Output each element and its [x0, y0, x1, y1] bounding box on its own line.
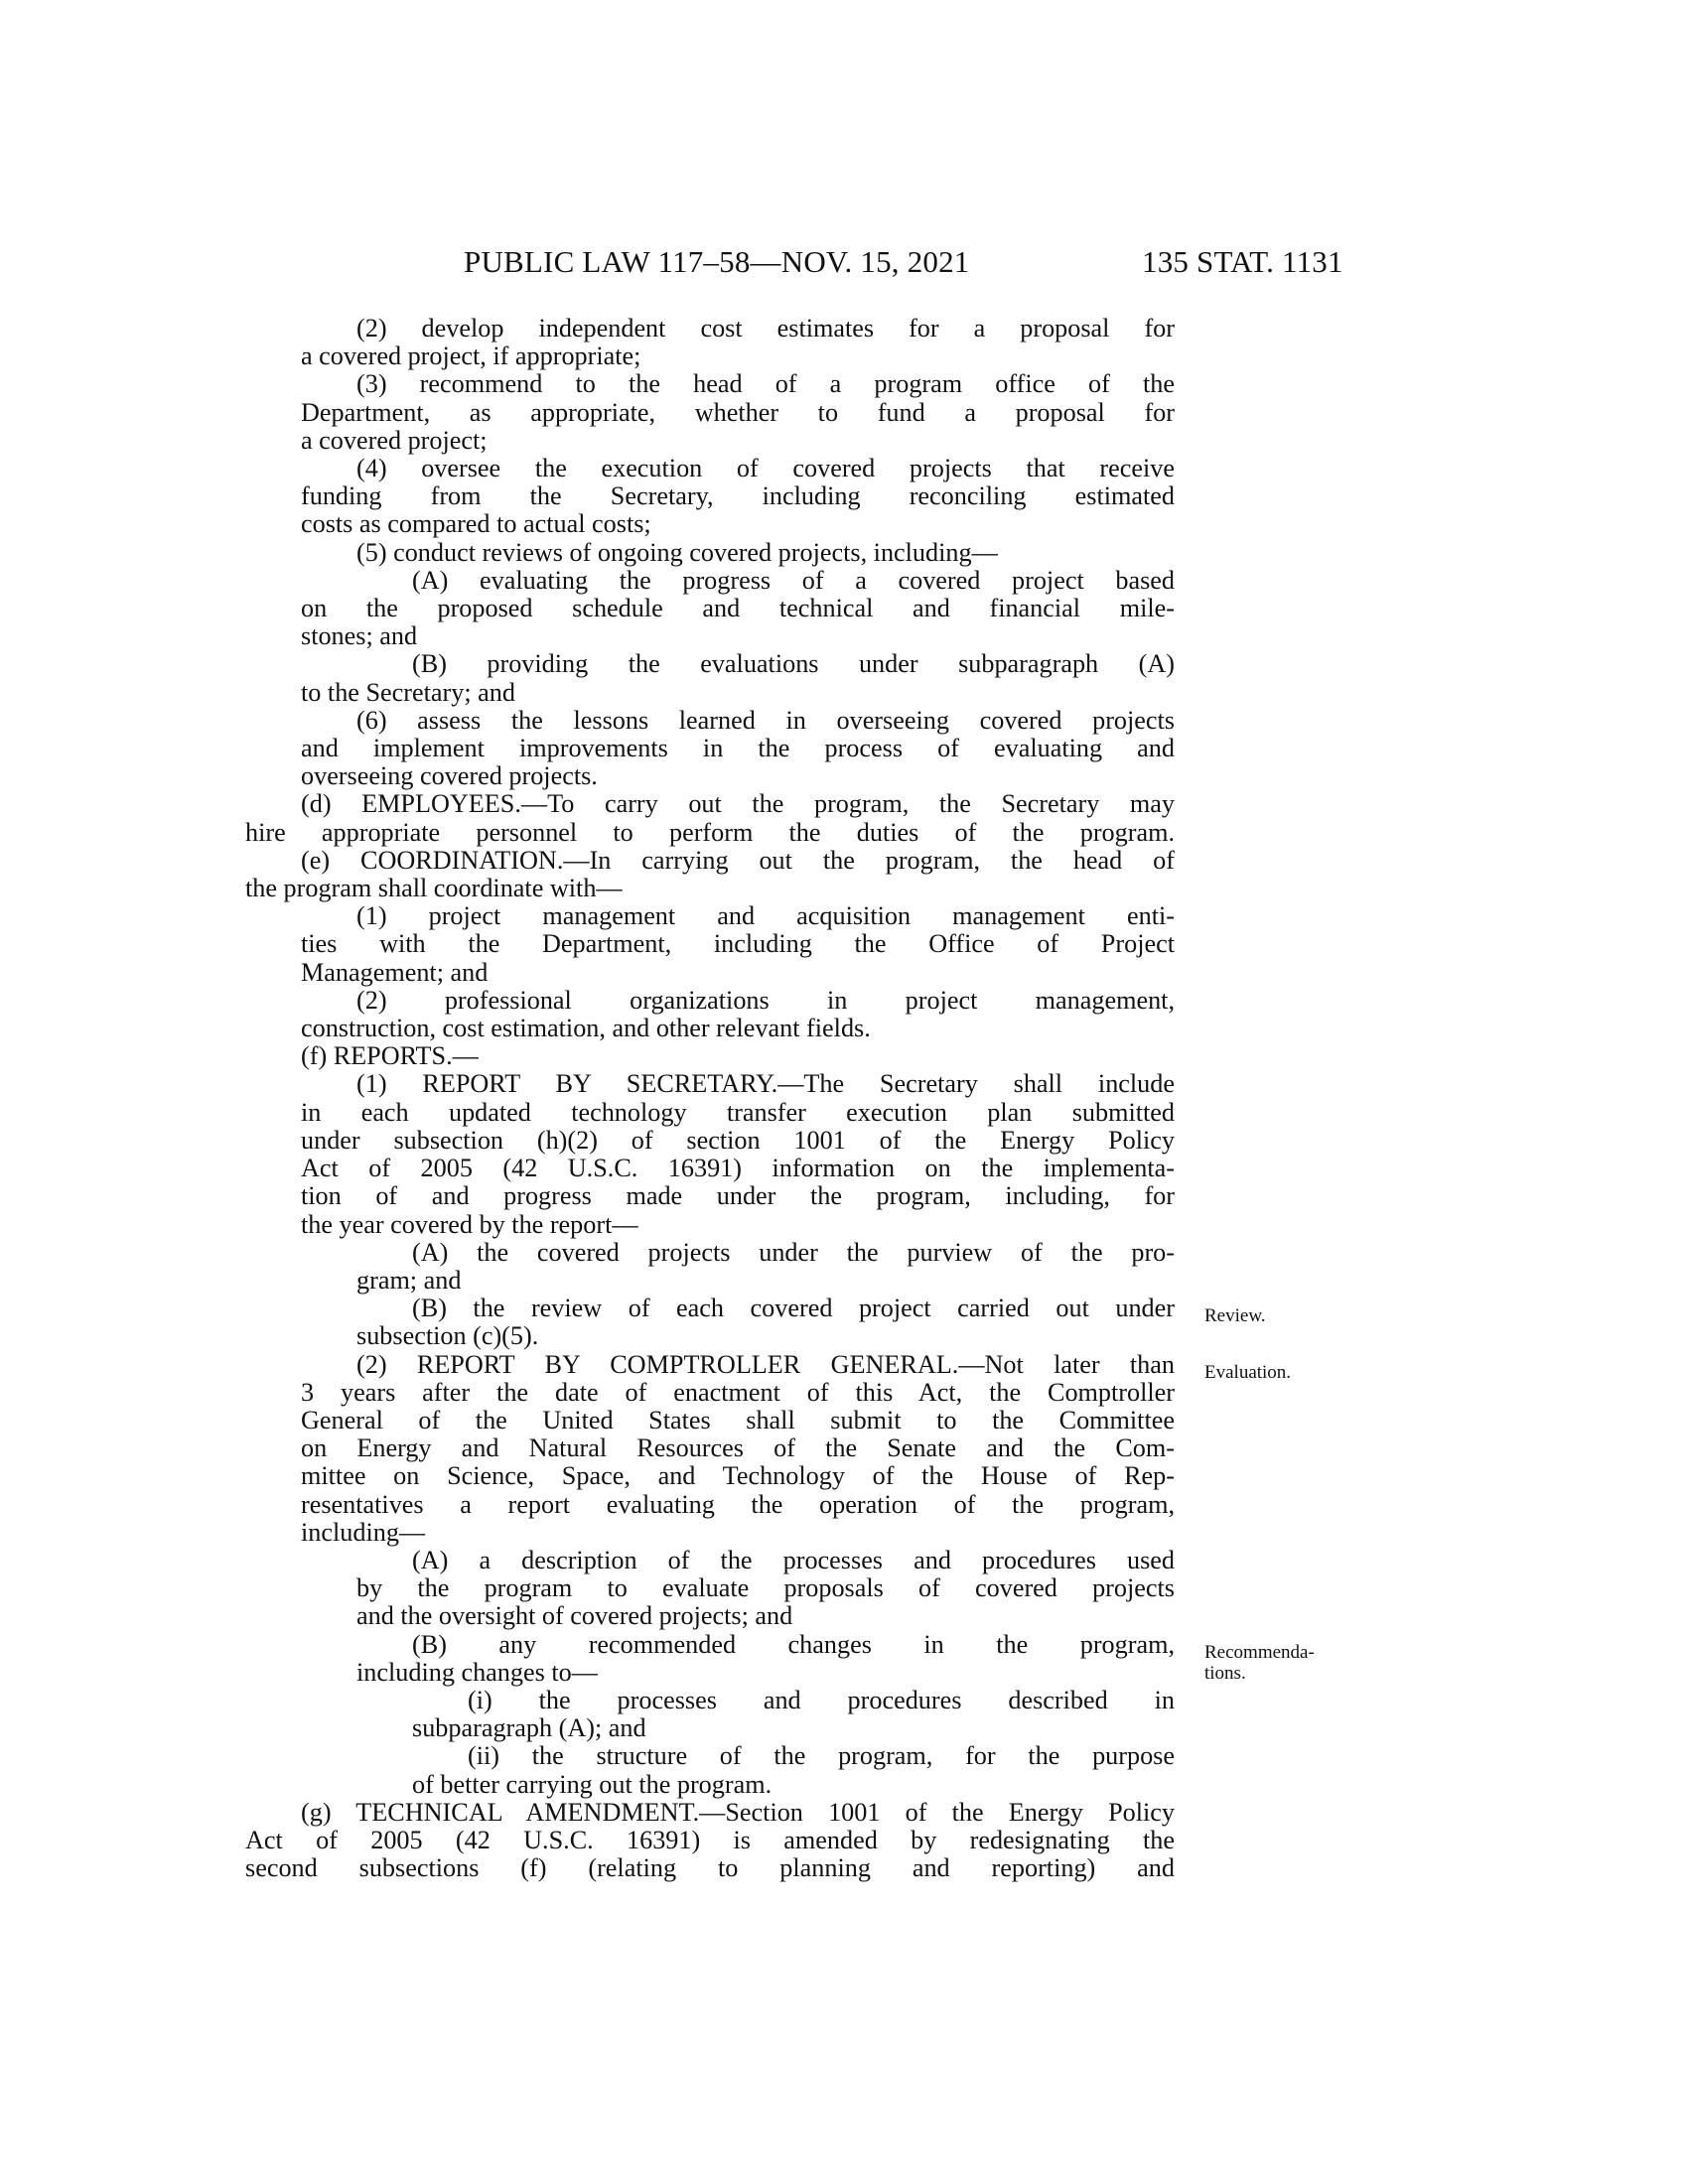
text-line: (1) REPORT BY SECRETARY.—The Secretary shall include [356, 1069, 1175, 1099]
text-line: subsection (c)(5). [356, 1321, 539, 1351]
statute-body [245, 314, 1175, 1883]
text-line: including changes to— [356, 1657, 598, 1687]
text-line: stones; and [301, 621, 418, 651]
text-line: 3 years after the date of enactment of this Act, the Comptroller [301, 1377, 1175, 1407]
running-header-stat-page: 135 STAT. 1131 [1142, 244, 1343, 279]
text-line: subparagraph (A); and [412, 1713, 646, 1743]
text-line: construction, cost estimation, and other relevant fields. [301, 1014, 871, 1043]
text-line: hire appropriate personnel to perform the duties of the program. [245, 817, 1175, 847]
text-line: (i) the processes and procedures described in [468, 1685, 1175, 1714]
running-header-law: PUBLIC LAW 117–58—NOV. 15, 2021 [464, 244, 970, 279]
text-line: to the Secretary; and [301, 677, 515, 707]
text-line: by the program to evaluate proposals of covered projects [356, 1573, 1175, 1603]
text-line: gram; and [356, 1265, 462, 1295]
text-line: on Energy and Natural Resources of the Senate and the Com- [301, 1433, 1175, 1463]
text-line: (g) TECHNICAL AMENDMENT.—Section 1001 of the Energy Policy [301, 1797, 1175, 1827]
text-line: (2) professional organizations in project management, [356, 985, 1175, 1015]
text-line: resentatives a report evaluating the operation of the program, [301, 1489, 1175, 1519]
text-line: a covered project, if appropriate; [301, 341, 641, 371]
text-line: Department, as appropriate, whether to fund a proposal for [301, 397, 1175, 427]
text-line: (3) recommend to the head of a program office of the [356, 369, 1175, 399]
text-line: Management; and [301, 957, 489, 987]
text-line: including— [301, 1517, 426, 1547]
text-line: Act of 2005 (42 U.S.C. 16391) information on the implementa- [301, 1154, 1175, 1183]
text-line: (A) the covered projects under the purview of the pro- [412, 1237, 1175, 1267]
text-line: (4) oversee the execution of covered projects that receive [356, 454, 1175, 483]
margin-note-review: Review. [1204, 1305, 1266, 1326]
text-line: in each updated technology transfer execution plan submitted [301, 1097, 1175, 1127]
margin-note-evaluation: Evaluation. [1204, 1362, 1292, 1383]
text-line: funding from the Secretary, including reconciling estimated [301, 481, 1175, 511]
text-line: costs as compared to actual costs; [301, 509, 651, 539]
text-line: the program shall coordinate with— [245, 874, 623, 903]
text-line: the year covered by the report— [301, 1209, 638, 1239]
text-line: and the oversight of covered projects; and [356, 1601, 793, 1631]
text-line: (d) EMPLOYEES.—To carry out the program, the Secretary may [301, 789, 1175, 819]
text-line: (e) COORDINATION.—In carrying out the program, the head of [301, 845, 1175, 875]
text-line: (ii) the structure of the program, for the purpose [468, 1741, 1175, 1771]
text-line: of better carrying out the program. [412, 1769, 773, 1799]
text-line: (A) a description of the processes and procedures used [412, 1545, 1175, 1574]
text-line: Act of 2005 (42 U.S.C. 16391) is amended by redesignating the [245, 1825, 1175, 1854]
text-line: (2) REPORT BY COMPTROLLER GENERAL.—Not later than [356, 1349, 1175, 1379]
text-line: mittee on Science, Space, and Technology of the House of Rep- [301, 1461, 1175, 1491]
text-line: and implement improvements in the process of evaluating and [301, 734, 1175, 763]
margin-note-recommendations-line-1: Recommenda- [1204, 1642, 1315, 1663]
text-line: second subsections (f) (relating to planning and reporting) and [245, 1853, 1175, 1883]
margin-note-recommendations [1204, 1642, 1315, 1684]
text-line: overseeing covered projects. [301, 761, 598, 791]
text-line: ties with the Department, including the Office of Project [301, 929, 1175, 959]
text-line: a covered project; [301, 425, 488, 455]
text-line: (B) the review of each covered project carried out under [412, 1294, 1175, 1323]
text-line: (A) evaluating the progress of a covered project based [412, 565, 1175, 595]
text-line: (B) providing the evaluations under subparagraph (A) [412, 649, 1175, 679]
text-line: General of the United States shall submit to the Committee [301, 1405, 1175, 1434]
text-line: (f) REPORTS.— [301, 1041, 479, 1071]
text-line: on the proposed schedule and technical and financial mile- [301, 594, 1175, 623]
text-line: (B) any recommended changes in the program, [412, 1629, 1175, 1659]
text-line: (5) conduct reviews of ongoing covered projects, including— [356, 537, 998, 567]
text-line: tion of and progress made under the program, including, for [301, 1181, 1175, 1211]
margin-note-recommendations-line-2: tions. [1204, 1663, 1246, 1684]
text-line: under subsection (h)(2) of section 1001 of the Energy Policy [301, 1125, 1175, 1155]
text-line: (2) develop independent cost estimates for a proposal for [356, 314, 1175, 342]
text-line: (6) assess the lessons learned in overseeing covered projects [356, 705, 1175, 735]
text-line: (1) project management and acquisition management enti- [356, 901, 1175, 931]
